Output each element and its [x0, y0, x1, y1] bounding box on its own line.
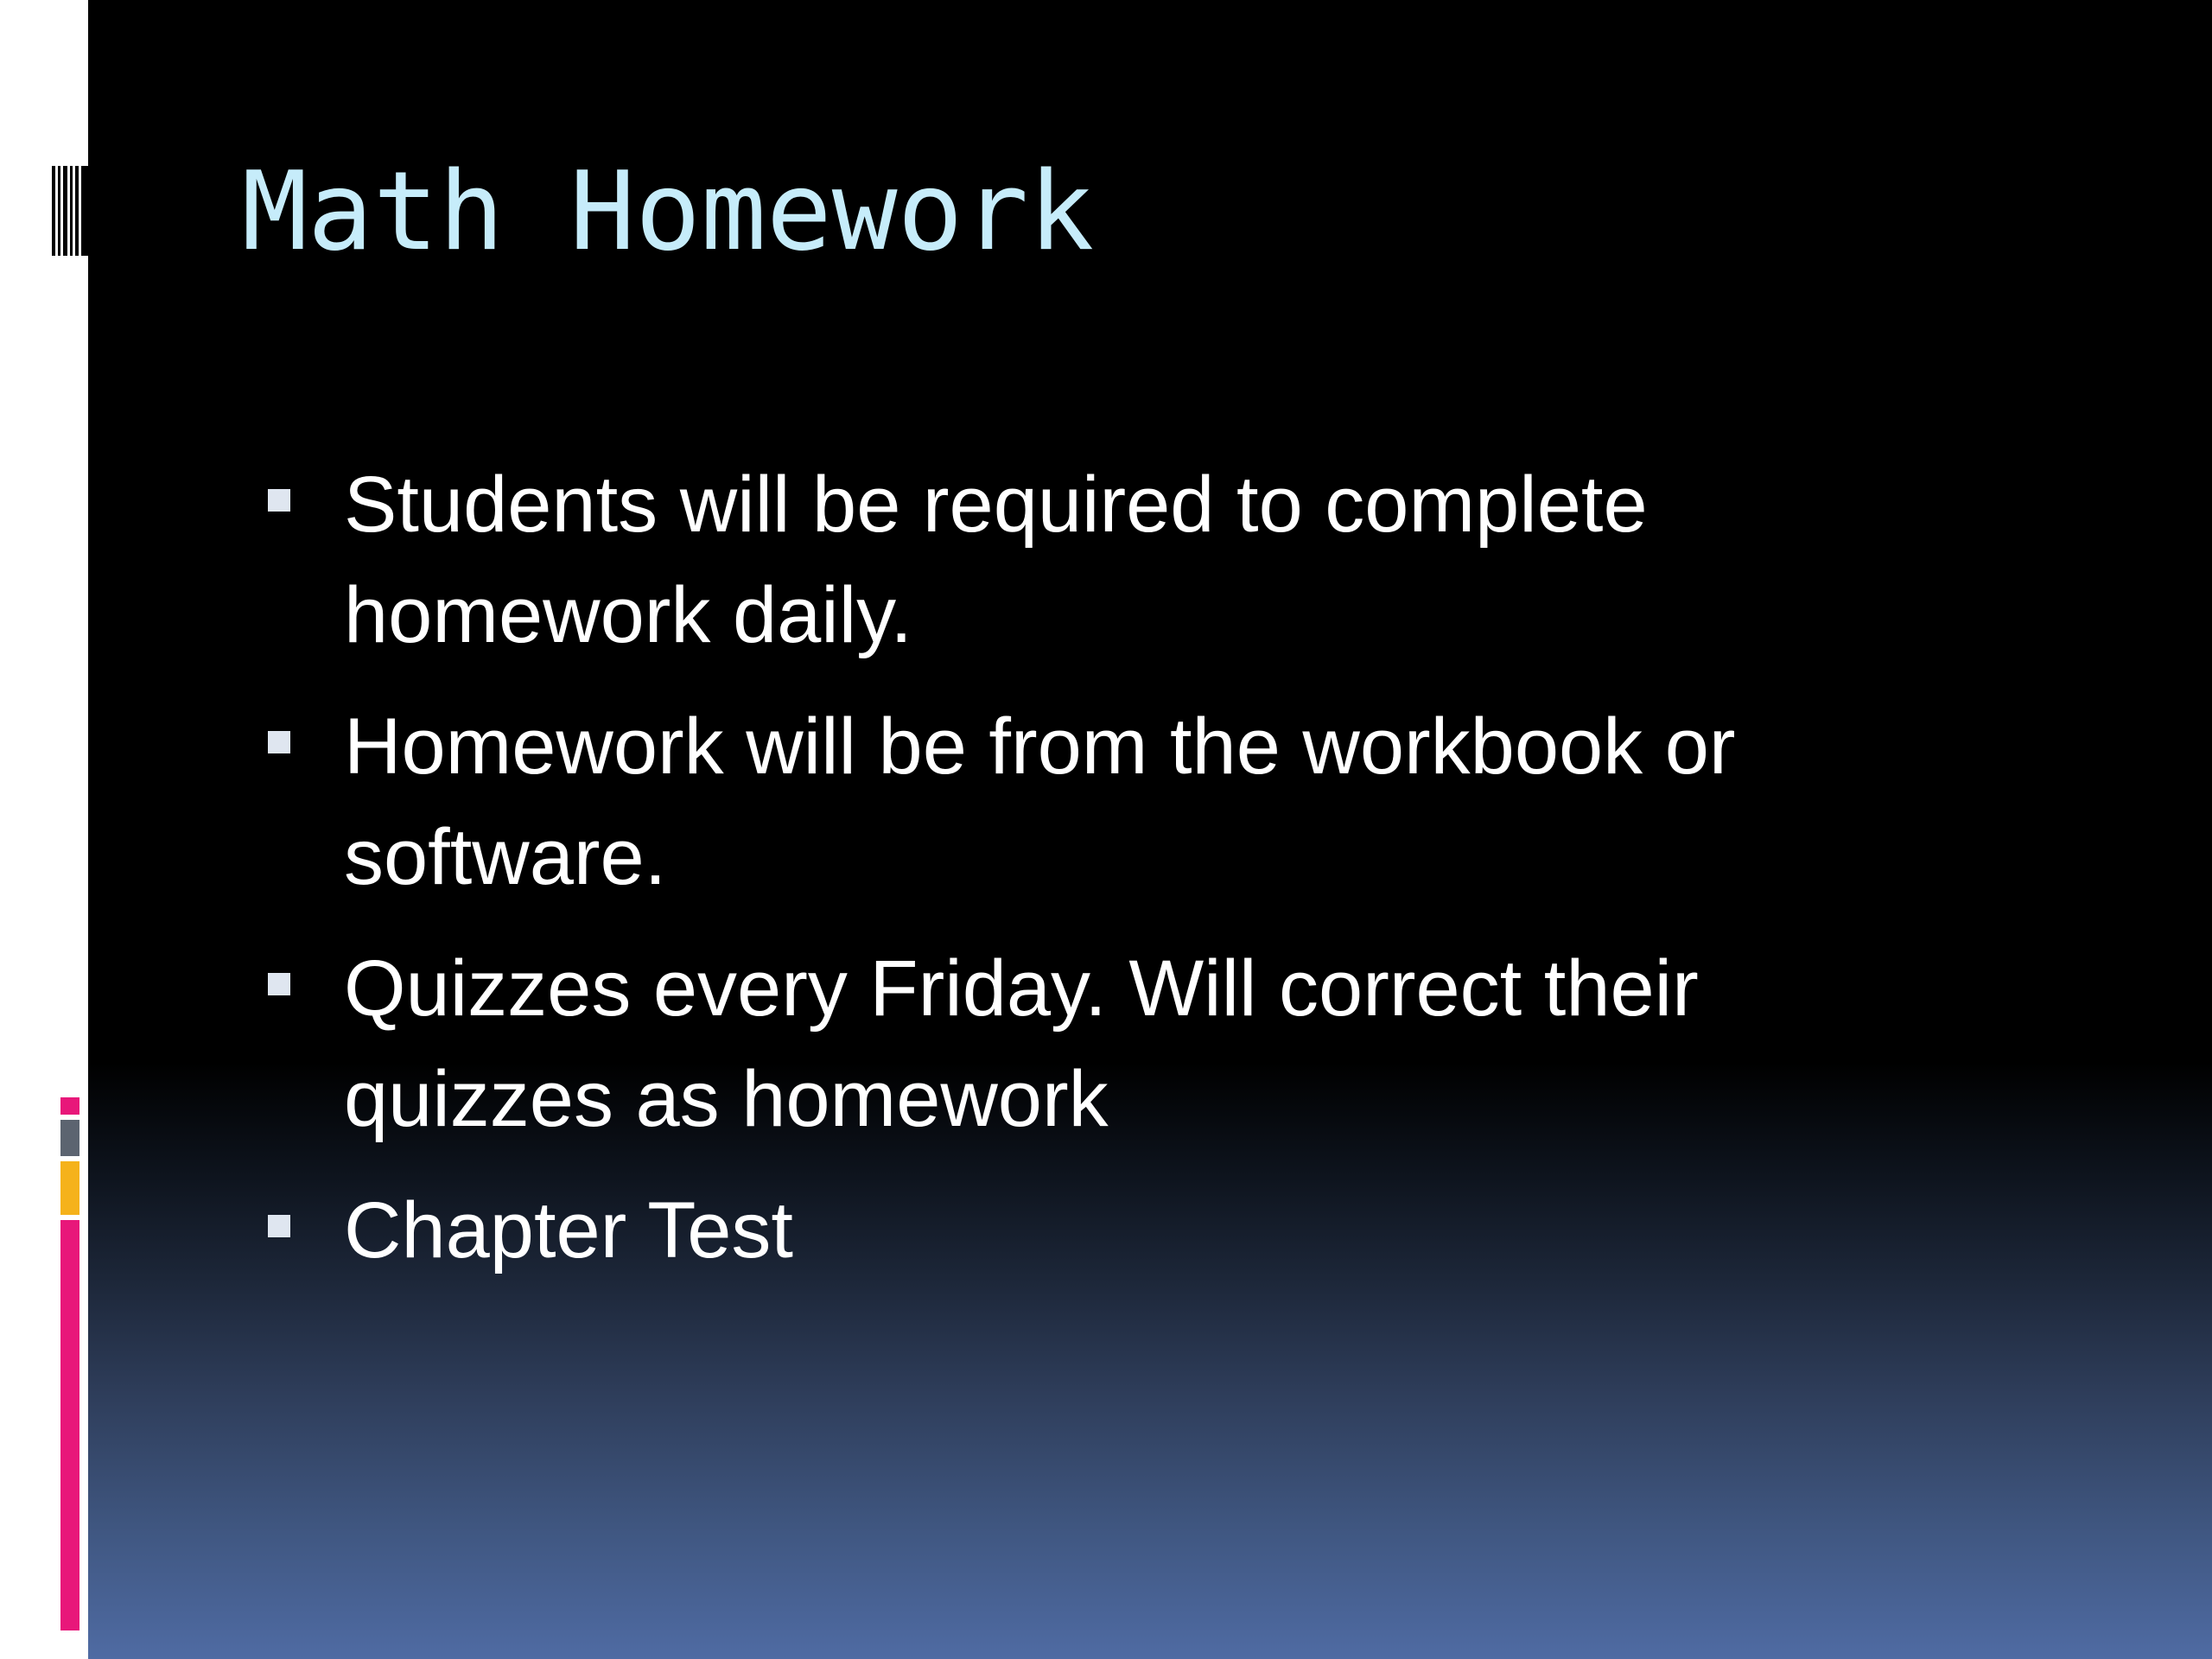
accent-bar-gray: [60, 1120, 79, 1156]
square-bullet-icon: [268, 1215, 290, 1237]
barcode-decoration: [52, 166, 88, 256]
slide-title: Math Homework: [242, 148, 1095, 275]
bullet-text: Quizzes every Friday. Will correct their quizzes as homework: [344, 944, 1699, 1143]
bullet-text: Chapter Test: [344, 1186, 793, 1274]
bullet-item: [259, 449, 1987, 671]
bullet-item: [259, 1175, 1987, 1286]
bullet-item: [259, 691, 1987, 912]
square-bullet-icon: [268, 731, 290, 753]
bullet-text: Students will be required to complete homework daily.: [344, 461, 1648, 659]
bullet-item: [259, 933, 1987, 1154]
bullet-list: [259, 449, 1987, 1306]
bullet-text: Homework will be from the workbook or software.: [344, 702, 1736, 901]
accent-bar-gold: [60, 1161, 79, 1215]
square-bullet-icon: [268, 973, 290, 995]
accent-bar-pink: [60, 1220, 79, 1630]
square-bullet-icon: [268, 489, 290, 512]
accent-bar-pink-top: [60, 1097, 79, 1115]
